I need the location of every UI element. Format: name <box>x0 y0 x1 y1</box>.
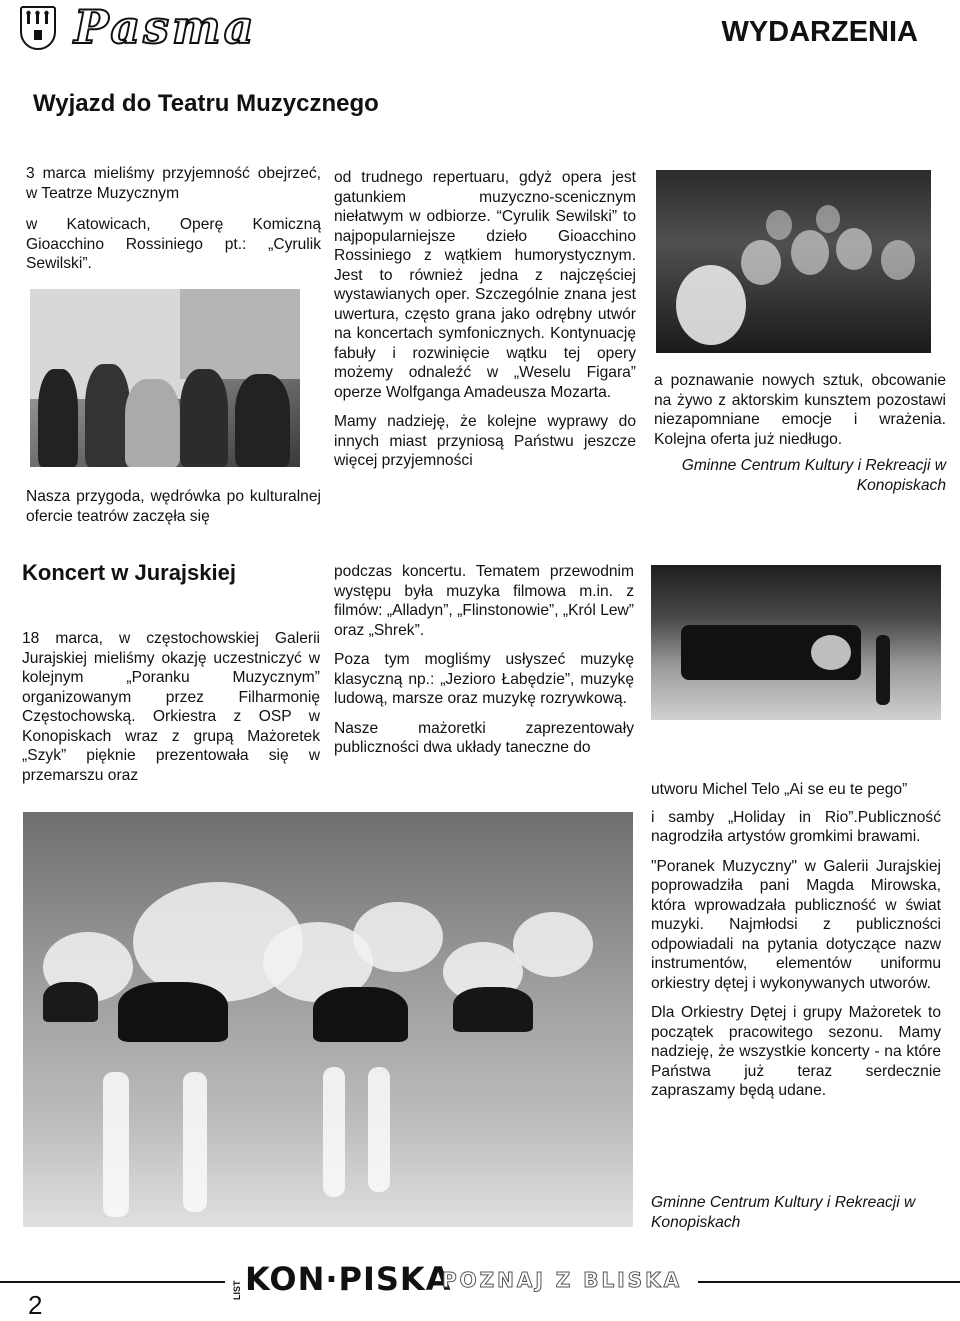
article2-column-3 <box>651 780 941 1111</box>
photo-majorettes <box>23 812 633 1227</box>
photo-theatre-audience <box>656 170 931 353</box>
logo-text: Pasma <box>74 0 257 54</box>
page-header <box>0 0 960 60</box>
article2-column-1 <box>22 629 320 795</box>
article-title: Koncert w Jurajskiej <box>22 560 236 585</box>
coat-of-arms-icon <box>20 6 56 50</box>
brand-small: LIST <box>232 1280 242 1300</box>
signature: Gminne Centrum Kultury i Rekreacji w Konopiskach <box>651 1194 916 1231</box>
page-number: 2 <box>28 1290 43 1320</box>
section-title: WYDARZENIA <box>721 16 918 48</box>
signature: Gminne Centrum Kultury i Rekreacji w Konopiskach <box>681 457 946 494</box>
footer-rule <box>0 1281 225 1283</box>
article1-column-3 <box>654 371 946 495</box>
paragraph: Mamy nadzieję, że kolejne wyprawy do innych miast przyniosą Państwu jeszcze więcej przyjemności <box>334 413 636 469</box>
article1-column-2 <box>334 168 636 481</box>
article1-column-1 <box>26 164 321 284</box>
article-title: Wyjazd do Teatru Muzycznego <box>33 90 379 117</box>
paragraph: Nasza przygoda, wędrówka po kulturalnej ofercie teatrów zaczęła się <box>26 488 321 525</box>
photo-orchestra-concert <box>651 565 941 720</box>
paragraph: utworu Michel Telo „Ai se eu te pego” <box>651 781 908 798</box>
paragraph: i samby „Holiday in Rio”.Publiczność nagrodziła artystów gromkimi brawami. <box>651 808 941 845</box>
article1-column-1-bottom <box>26 487 321 536</box>
paragraph: od trudnego repertuaru, gdyż opera jest gatunkiem muzyczno-scenicznym niełatwym w odbiorze. “Cyrulik Sewilski” to najpopularniejsze dzieło Gioacchino Rossiniego z wątkiem humorystycznym. Jest to również jedna z najczęściej wystawianych oper. Szczególnie znana jest uwertura, często grana jako odrębny utwór na koncertach symfonicznych. Kontynuację fabuły i rozwinięcie wątku tej opery możemy odnaleźć w „Weselu Figara” operze Wolfganga Amadeusza Mozarta. <box>334 169 636 401</box>
photo-bus-trip <box>30 289 300 467</box>
paragraph: a poznawanie nowych sztuk, obcowanie na żywo z aktorskim kunsztem pozostawi niezapomniane emocje i wrażenia. Kolejna oferta już niedługo. <box>654 372 946 448</box>
article2-column-2 <box>334 562 634 768</box>
tagline: POZNAJ Z BLISKA <box>442 1268 683 1292</box>
paragraph: Dla Orkiestry Dętej i grupy Mażoretek to początek pracowitego sezonu. Mamy nadzieję, że wszystkie koncerty - na które Państwa już teraz serdecznie zapraszamy będą udane. <box>651 1004 941 1099</box>
paragraph: "Poranek Muzyczny" w Galerii Jurajskiej poprowadziła pani Magda Mirowska, która wprowadzała publiczność w świat muzyki. Najmłodsi z publiczności odpowiadali na pytania dotyczące nazw instrumentów, elementów uniformu orkiestry dętej i wykonywanych utworów. <box>651 857 941 992</box>
brand-logo: KON·PISKA <box>245 1260 452 1298</box>
paragraph: w Katowicach, Operę Komiczną Gioacchino Rossiniego pt.: „Cyrulik Sewilski”. <box>26 216 321 272</box>
paragraph: 3 marca mieliśmy przyjemność obejrzeć, w Teatrze Muzycznym <box>26 165 321 202</box>
paragraph: 18 marca, w częstochowskiej Galerii Jurajskiej mieliśmy okazję uczestniczyć w kolejnym „Poranku Muzycznym” organizowanym przez Filharmonię Częstochowską. Orkiestra z OSP w Konopiskach wraz z grupą Mażoretek „Szyk” pięknie prezentowała się w przemarszu oraz <box>22 630 320 784</box>
paragraph: podczas koncertu. Tematem przewodnim występu była muzyka filmowa m.in. z filmów: „Alladyn”, „Flinstonowie”, „Król Lew” oraz „Shrek”. <box>334 563 634 639</box>
footer-rule <box>698 1281 960 1283</box>
paragraph: Nasze mażoretki zaprezentowały publiczności dwa układy taneczne do <box>334 719 634 756</box>
paragraph: Poza tym mogliśmy usłyszeć muzykę klasyczną np.: „Jezioro Łabędzie”, muzykę ludową, marsze oraz muzykę rozrywkową. <box>334 651 634 707</box>
